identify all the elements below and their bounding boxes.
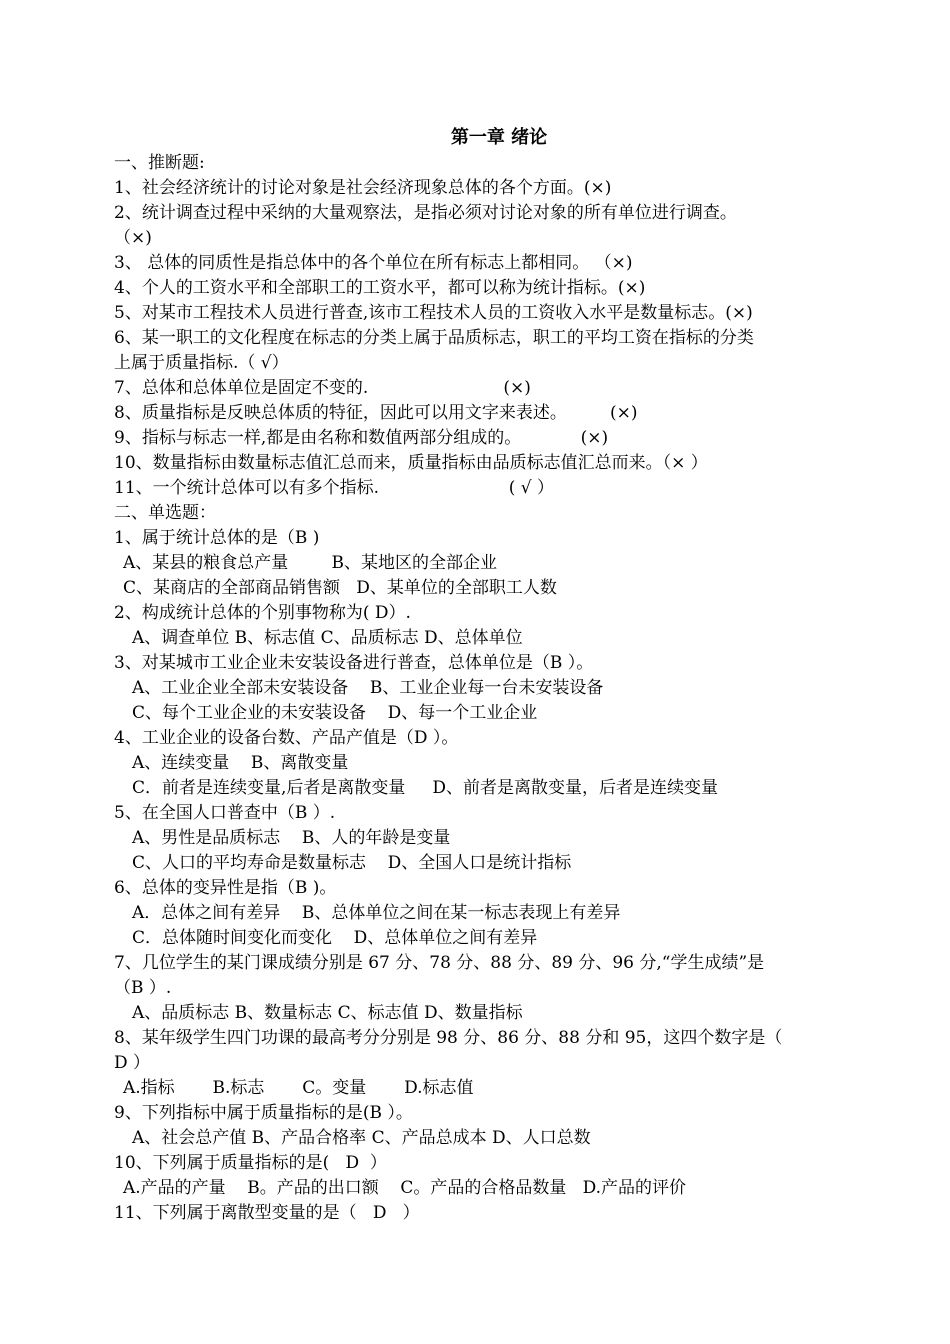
- text-line: D ）: [114, 1053, 151, 1073]
- text-line: 上属于质量指标.（ √）: [114, 353, 289, 373]
- text-line: 9、指标与标志一样,都是由名称和数值两部分组成的。 (×): [114, 428, 609, 448]
- text-line: 4、工业企业的设备台数、产品产值是（D ）。: [114, 728, 459, 748]
- text-line: 3、 总体的同质性是指总体中的各个单位在所有标志上都相同。 （×): [114, 253, 633, 273]
- text-line: 4、个人的工资水平和全部职工的工资水平，都可以称为统计指标。(×): [114, 278, 646, 298]
- text-line: A、连续变量 B、离散变量: [132, 753, 349, 773]
- text-line: C、某商店的全部商品销售额 D、某单位的全部职工人数: [123, 578, 557, 598]
- text-line: 1、社会经济统计的讨论对象是社会经济现象总体的各个方面。(×): [114, 178, 612, 198]
- text-line: 7、总体和总体单位是固定不变的. (×): [114, 378, 531, 398]
- text-line: 3、对某城市工业企业未安装设备进行普查，总体单位是（B ）。: [114, 653, 594, 673]
- text-line: A.指标 B.标志 C。变量 D.标志值: [123, 1078, 474, 1098]
- text-line: A、调查单位 B、标志值 C、品质标志 D、总体单位: [132, 628, 523, 648]
- text-line: 11、一个统计总体可以有多个指标. ( √ ）: [114, 478, 554, 498]
- text-line: C．总体随时间变化而变化 D、总体单位之间有差异: [132, 928, 538, 948]
- text-line: C、每个工业企业的未安装设备 D、每一个工业企业: [132, 703, 538, 723]
- text-line: 2、统计调查过程中采纳的大量观察法，是指必须对讨论对象的所有单位进行调查。: [114, 203, 737, 223]
- text-line: 2、构成统计总体的个别事物称为( D）.: [114, 603, 411, 623]
- text-line: （×): [114, 228, 152, 248]
- text-line: 1、属于统计总体的是（B ): [114, 528, 320, 548]
- text-line: 6、某一职工的文化程度在标志的分类上属于品质标志，职工的平均工资在指标的分类: [114, 328, 754, 348]
- text-line: A、男性是品质标志 B、人的年龄是变量: [132, 828, 451, 848]
- document-page: [114, 126, 844, 1226]
- text-line: 6、总体的变异性是指（B )。: [114, 878, 337, 898]
- text-line: 8、某年级学生四门功课的最高考分分别是 98 分、86 分、88 分和 95，这四个数字是（: [114, 1028, 783, 1048]
- document-body: [114, 151, 844, 1226]
- text-line: 8、质量指标是反映总体质的特征，因此可以用文字来表述。 (×): [114, 403, 638, 423]
- chapter-title: 第一章 绪论: [450, 127, 548, 148]
- text-line: 11、下列属于离散型变量的是（ D ）: [114, 1203, 420, 1223]
- text-line: 10、下列属于质量指标的是( D ）: [114, 1153, 387, 1173]
- text-line: 10、数量指标由数量标志值汇总而来，质量指标由品质标志值汇总而来。（× ）: [114, 453, 708, 473]
- text-line: A、工业企业全部未安装设备 B、工业企业每一台未安装设备: [132, 678, 604, 698]
- text-line: A、品质标志 B、数量标志 C、标志值 D、数量指标: [132, 1003, 523, 1023]
- text-line: C、人口的平均寿命是数量标志 D、全国人口是统计指标: [132, 853, 572, 873]
- text-line: 一、推断题:: [114, 153, 205, 173]
- text-line: A．总体之间有差异 B、总体单位之间在某一标志表现上有差异: [132, 903, 621, 923]
- text-line: 7、几位学生的某门课成绩分别是 67 分、78 分、88 分、89 分、96 分,“学生成绩”是: [114, 953, 765, 973]
- text-line: 5、对某市工程技术人员进行普查,该市工程技术人员的工资收入水平是数量标志。(×): [114, 303, 753, 323]
- text-line: 9、下列指标中属于质量指标的是(B ）。: [114, 1103, 413, 1123]
- text-line: C．前者是连续变量,后者是离散变量 D、前者是离散变量，后者是连续变量: [132, 778, 719, 798]
- text-line: A.产品的产量 B。产品的出口额 C。产品的合格品数量 D.产品的评价: [123, 1178, 687, 1198]
- text-line: 5、在全国人口普查中（B ）.: [114, 803, 336, 823]
- text-line: （B ）.: [114, 978, 172, 998]
- text-line: A、某县的粮食总产量 B、某地区的全部企业: [123, 553, 497, 573]
- text-line: A、社会总产值 B、产品合格率 C、产品总成本 D、人口总数: [132, 1128, 591, 1148]
- text-line: 二、单选题：: [114, 503, 216, 523]
